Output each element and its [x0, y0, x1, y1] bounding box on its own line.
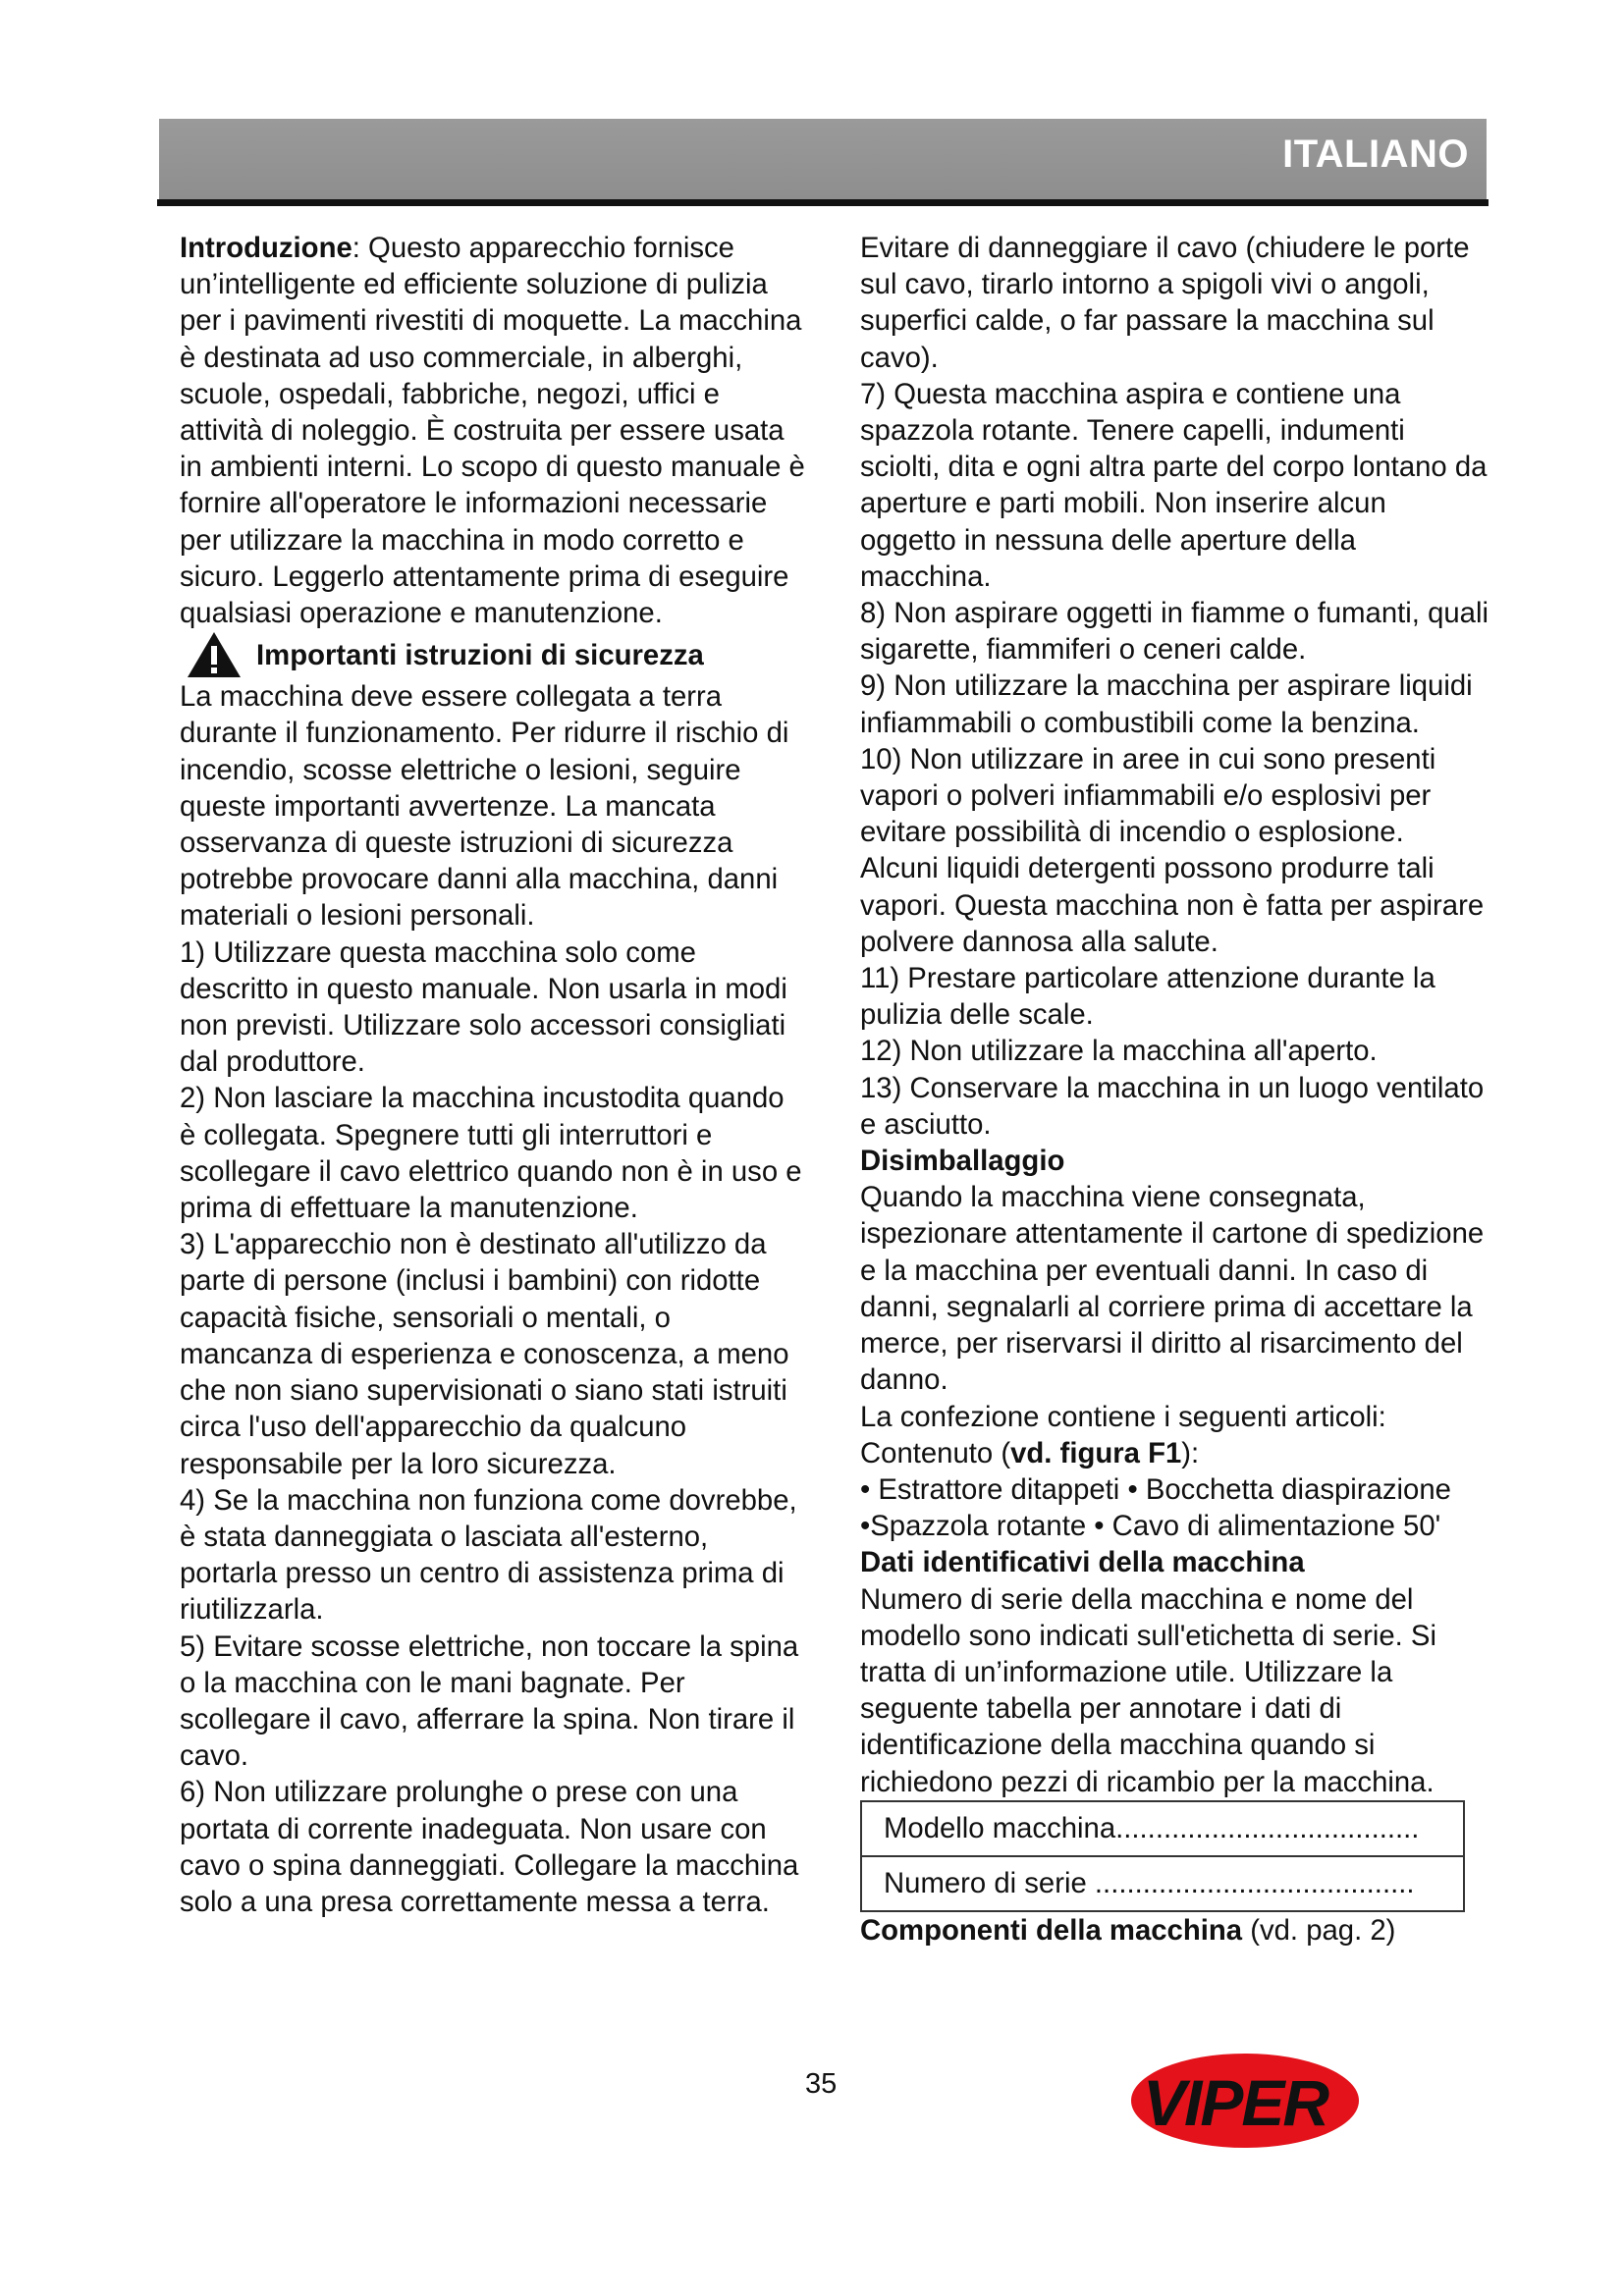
- continued-paragraph: Evitare di danneggiare il cavo (chiudere le porte sul cavo, tirarlo intorno a spigoli vivi o angoli, superfici calde, o far passare la macchina sul cavo).: [860, 232, 1470, 374]
- safety-item: 11) Prestare particolare attenzione durante la pulizia delle scale.: [860, 962, 1435, 1032]
- viper-logo: [1129, 2047, 1414, 2155]
- safety-item: 12) Non utilizzare la macchina all'aperto.: [860, 1035, 1378, 1068]
- intro-paragraph: [180, 230, 808, 631]
- components-reference: (vd. pag. 2): [1242, 1913, 1396, 1947]
- identification-table: [860, 1800, 1465, 1912]
- intro-label: Introduzione: [180, 232, 352, 264]
- unpacking-title: Disimballaggio: [860, 1145, 1065, 1178]
- header-rule: [157, 199, 1489, 206]
- safety-item: 3) L'apparecchio non è destinato all'utilizzo da parte di persone (inclusi i bambini) con ridotte capacità fisiche, sensoriali o mentali, o mancanza di esperienza e conoscenza, a meno che non siano supervisionati o siano stati istruiti circa l'uso dell'apparecchio da qualcuno responsabile per la loro sicurezza.: [180, 1228, 789, 1480]
- contents-suffix: ):: [1181, 1436, 1200, 1469]
- safety-item: 1) Utilizzare questa macchina solo come descritto in questo manuale. Non usarla in modi non previsti. Utilizzare solo accessori consigliati dal produttore.: [180, 935, 787, 1079]
- warning-icon: [186, 630, 243, 679]
- right-column: [860, 230, 1489, 1949]
- safety-item: 6) Non utilizzare prolunghe o prese con una portata di corrente inadeguata. Non usare con cavo o spina danneggiati. Collegare la macchina solo a una presa correttamente messa a terra.: [180, 1776, 799, 1918]
- svg-text:VIPER: VIPER: [1143, 2066, 1328, 2139]
- identification-paragraph: Numero di serie della macchina e nome del modello sono indicati sull'etichetta di serie. Si tratta di un’informazione utile. Utilizzare la seguente tabella per annotare i dati di identificazione della macchina quando si richiedono pezzi di ricambio per la macchina.: [860, 1582, 1436, 1798]
- left-column: [180, 230, 808, 1920]
- contents-bullet: • Estrattore ditappeti • Bocchetta diaspirazione: [860, 1472, 1451, 1506]
- contents-prefix: Contenuto (: [860, 1436, 1011, 1469]
- contents-reference: [860, 1435, 1489, 1471]
- safety-heading: [180, 631, 808, 678]
- safety-item: 9) Non utilizzare la macchina per aspirare liquidi infiammabili o combustibili come la benzina.: [860, 669, 1473, 739]
- intro-text: : Questo apparecchio fornisce un’intelligente ed efficiente soluzione di pulizia per i pavimenti rivestiti di moquette. La macchina è destinata ad uso commerciale, in alberghi, scuole, ospedali, fabbriche, negozi, uffici e attività di noleggio. È costruita per essere usata in ambienti interni. Lo scopo di questo manuale è fornire all'operatore le informazioni necessarie per utilizzare la macchina in modo corretto e sicuro. Leggerlo attentamente prima di eseguire qualsiasi operazione e manutenzione.: [180, 232, 805, 630]
- language-header: [159, 119, 1487, 199]
- page-number: 35: [805, 2068, 838, 2100]
- components-title: Componenti della macchina: [860, 1913, 1243, 1947]
- safety-item: 13) Conservare la macchina in un luogo ventilato e asciutto.: [860, 1071, 1485, 1141]
- figure-reference: vd. figura F1: [1010, 1436, 1182, 1469]
- language-label: ITALIANO: [1282, 133, 1469, 176]
- safety-paragraph: La macchina deve essere collegata a terra durante il funzionamento. Per ridurre il rischio di incendio, scosse elettriche o lesioni, seguire queste importanti avvertenze. La mancata osservanza di queste istruzioni di sicurezza potrebbe provocare danni alla macchina, danni materiali o lesioni personali.: [180, 680, 789, 933]
- safety-item: 8) Non aspirare oggetti in fiamme o fumanti, quali sigarette, fiammiferi o ceneri calde.: [860, 597, 1489, 667]
- safety-item: 10) Non utilizzare in aree in cui sono presenti vapori o polveri infiammabili e/o esplosivi per evitare possibilità di incendio o esplosione. Alcuni liquidi detergenti possono produrre tali vapori. Questa macchina non è fatta per aspirare polvere dannosa alla salute.: [860, 742, 1485, 958]
- contents-line: La confezione contiene i seguenti articoli:: [860, 1400, 1386, 1433]
- components-line: [860, 1912, 1489, 1949]
- model-row: Modello macchina......................................: [862, 1802, 1463, 1857]
- identification-title: Dati identificativi della macchina: [860, 1546, 1305, 1579]
- contents-bullet: •Spazzola rotante • Cavo di alimentazione 50': [860, 1510, 1441, 1543]
- safety-item: 5) Evitare scosse elettriche, non toccare la spina o la macchina con le mani bagnate. Per scollegare il cavo, afferrare la spina. Non tirare il cavo.: [180, 1629, 799, 1773]
- safety-item: 4) Se la macchina non funziona come dovrebbe, è stata danneggiata o lasciata all'esterno, portarla presso un centro di assistenza prima di riutilizzarla.: [180, 1483, 797, 1627]
- safety-item: 7) Questa macchina aspira e contiene una spazzola rotante. Tenere capelli, indumenti sciolti, dita e ogni altra parte del corpo lontano da aperture e parti mobili. Non inserire alcun oggetto in nessuna delle aperture della macchina.: [860, 377, 1488, 593]
- safety-item: 2) Non lasciare la macchina incustodita quando è collegata. Spegnere tutti gli interruttori e scollegare il cavo elettrico quando non è in uso e prima di effettuare la manutenzione.: [180, 1082, 802, 1225]
- safety-title: Importanti istruzioni di sicurezza: [256, 638, 704, 671]
- unpacking-paragraph: Quando la macchina viene consegnata, ispezionare attentamente il cartone di spedizione e la macchina per eventuali danni. In caso di danni, segnalarli al corriere prima di accettare la merce, per riservarsi il diritto al risarcimento del danno.: [860, 1181, 1485, 1397]
- serial-row: Numero di serie ........................................: [884, 1866, 1415, 1899]
